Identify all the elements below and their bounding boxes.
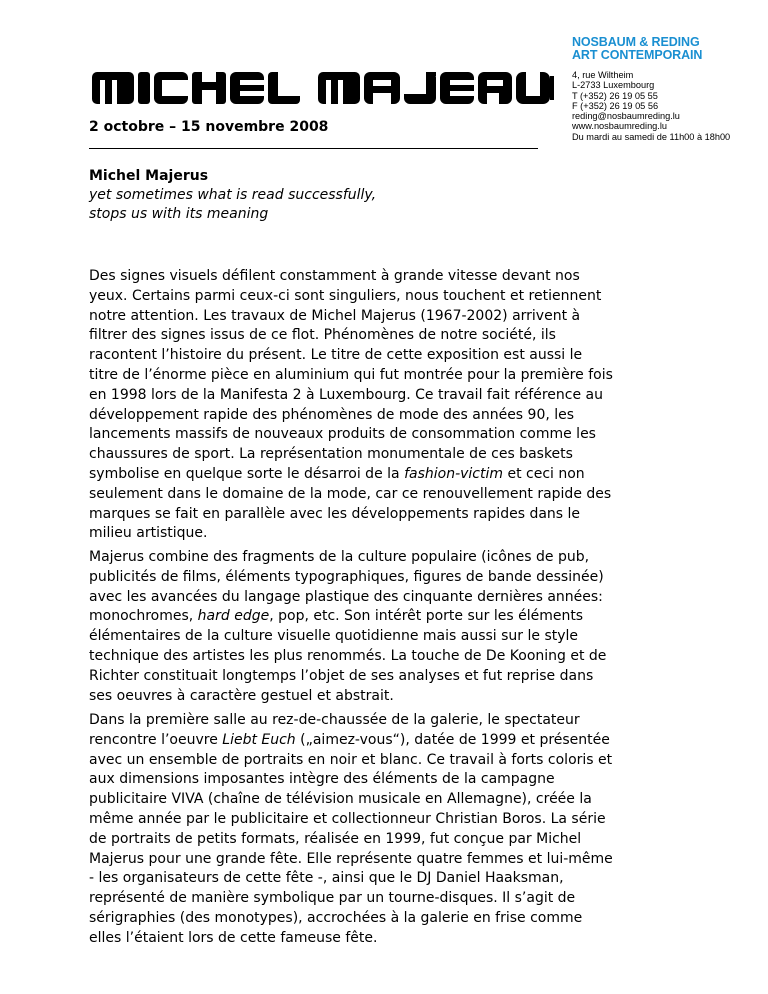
text-line: - les organisateurs de cette fête -, ainsi que le DJ Daniel Haaksman, (89, 870, 564, 887)
text-line: racontent l’histoire du présent. Le titre de cette exposition est aussi le (89, 347, 583, 364)
text-line: milieu artistique. (89, 525, 208, 542)
exhibition-title-line2: stops us with its meaning (89, 206, 269, 222)
gallery-header (572, 36, 762, 142)
emphasis-hard-edge: hard edge (197, 608, 270, 625)
text-line: Dans la première salle au rez-de-chaussée de la galerie, le spectateur (89, 712, 580, 728)
text-line: même année par le publicitaire et collectionneur Christian Boros. La série (89, 810, 606, 827)
text-line: aux dimensions imposantes intègre des éléments de la campagne (89, 771, 555, 788)
text-run: , pop, etc. Son intérêt porte sur les éléments (269, 608, 584, 625)
text-line: publicités de films, éléments typographiques, figures de bande dessinée) (89, 568, 604, 585)
text-line (89, 607, 749, 627)
text-line: Majerus combine des fragments de la culture populaire (icônes de pub, (89, 549, 590, 565)
text-run: et ceci non (503, 465, 585, 482)
gallery-phone: T (+352) 26 19 05 55 (572, 90, 658, 101)
text-line: avec un ensemble de portraits en noir et blanc. Ce travail à forts coloris et (89, 751, 613, 768)
gallery-email: reding@nosbaumreding.lu (572, 111, 680, 122)
header-divider (89, 148, 538, 149)
text-line: titre de l’énorme pièce en aluminium qui fut montrée pour la première fois (89, 366, 613, 383)
emphasis-fashion-victim: fashion-victim (404, 465, 504, 482)
gallery-hours: Du mardi au samedi de 11h00 à 18h00 (572, 131, 731, 142)
body-paragraph-1 (89, 267, 749, 544)
gallery-address-line1: 4, rue Wiltheim (572, 70, 634, 80)
text-line: marques se fait en parallèle avec les développements rapides dans le (89, 505, 581, 522)
text-line: de portraits de petits formats, réalisée en 1999, fut conçue par Michel (89, 830, 582, 847)
gallery-name-line1: NOSBAUM & REDING (572, 35, 700, 49)
text-line: représenté de manière symbolique par un tourne-disques. Il s’agit de (89, 890, 576, 907)
exhibition-title-line1: yet sometimes what is read successfully, (89, 187, 377, 203)
text-line: Majerus pour une grande fête. Elle représente quatre femmes et lui-même (89, 850, 613, 867)
text-line: chaussures de sport. La représentation monumentale de ces baskets (89, 446, 573, 463)
gallery-fax: F (+352) 26 19 05 56 (572, 100, 659, 111)
text-line: ses oeuvres à caractère gestuel et abstrait. (89, 687, 394, 704)
text-run: („aimez-vous“), datée de 1999 et présentée (295, 731, 610, 748)
text-run: rencontre l’oeuvre (89, 731, 223, 748)
text-line (89, 465, 749, 485)
text-line: avec les avancées du langage plastique des cinquante dernières années: (89, 588, 603, 605)
body-paragraph-2 (89, 548, 749, 706)
artist-wordmark (92, 66, 554, 108)
text-line: élémentaires de la culture visuelle quotidienne mais aussi sur le style (89, 628, 579, 645)
artist-wordmark-graphic (92, 66, 554, 108)
text-line: yeux. Certains parmi ceux-ci sont singuliers, nous touchent et retiennent (89, 287, 602, 304)
gallery-address-line2: L-2733 Luxembourg (572, 80, 655, 91)
text-line: publicitaire VIVA (chaîne de télévision musicale en Allemagne), créée la (89, 791, 592, 808)
text-run: monochromes, (89, 608, 198, 625)
text-line: développement rapide des phénomènes de mode des années 90, les (89, 406, 575, 423)
text-line: technique des artistes les plus renommés. La touche de De Kooning et de (89, 647, 607, 664)
gallery-website: www.nosbaumreding.lu (572, 121, 667, 132)
text-line: lancements massifs de nouveaux produits de consommation comme les (89, 426, 596, 443)
text-line: elles l’étaient lors de cette fameuse fête. (89, 929, 378, 946)
exhibition-title-block (89, 167, 376, 224)
text-line: seulement dans le domaine de la mode, car ce renouvellement rapide des (89, 485, 612, 502)
artist-name: Michel Majerus (89, 168, 209, 184)
gallery-name-line2: ART CONTEMPORAIN (572, 48, 703, 62)
text-line (89, 731, 749, 751)
emphasis-liebt-euch: Liebt Euch (222, 731, 296, 748)
text-line: filtrer des signes issus de ce flot. Phénomènes de notre société, ils (89, 327, 556, 344)
text-run: symbolise en quelque sorte le désarroi de la (89, 465, 405, 482)
gallery-contact (572, 70, 762, 142)
text-line: Richter constituait longtemps l’objet de ses analyses et fut reprise dans (89, 667, 594, 684)
exhibition-dates: 2 octobre – 15 novembre 2008 (89, 119, 329, 135)
body-paragraph-3 (89, 711, 749, 949)
text-line: en 1998 lors de la Manifesta 2 à Luxembourg. Ce travail fait référence au (89, 386, 604, 403)
text-line: sérigraphies (des monotypes), accrochées à la galerie en frise comme (89, 909, 583, 926)
text-line: notre attention. Les travaux de Michel Majerus (1967-2002) arrivent à (89, 307, 581, 324)
text-line: Des signes visuels défilent constamment à grande vitesse devant nos (89, 268, 580, 284)
